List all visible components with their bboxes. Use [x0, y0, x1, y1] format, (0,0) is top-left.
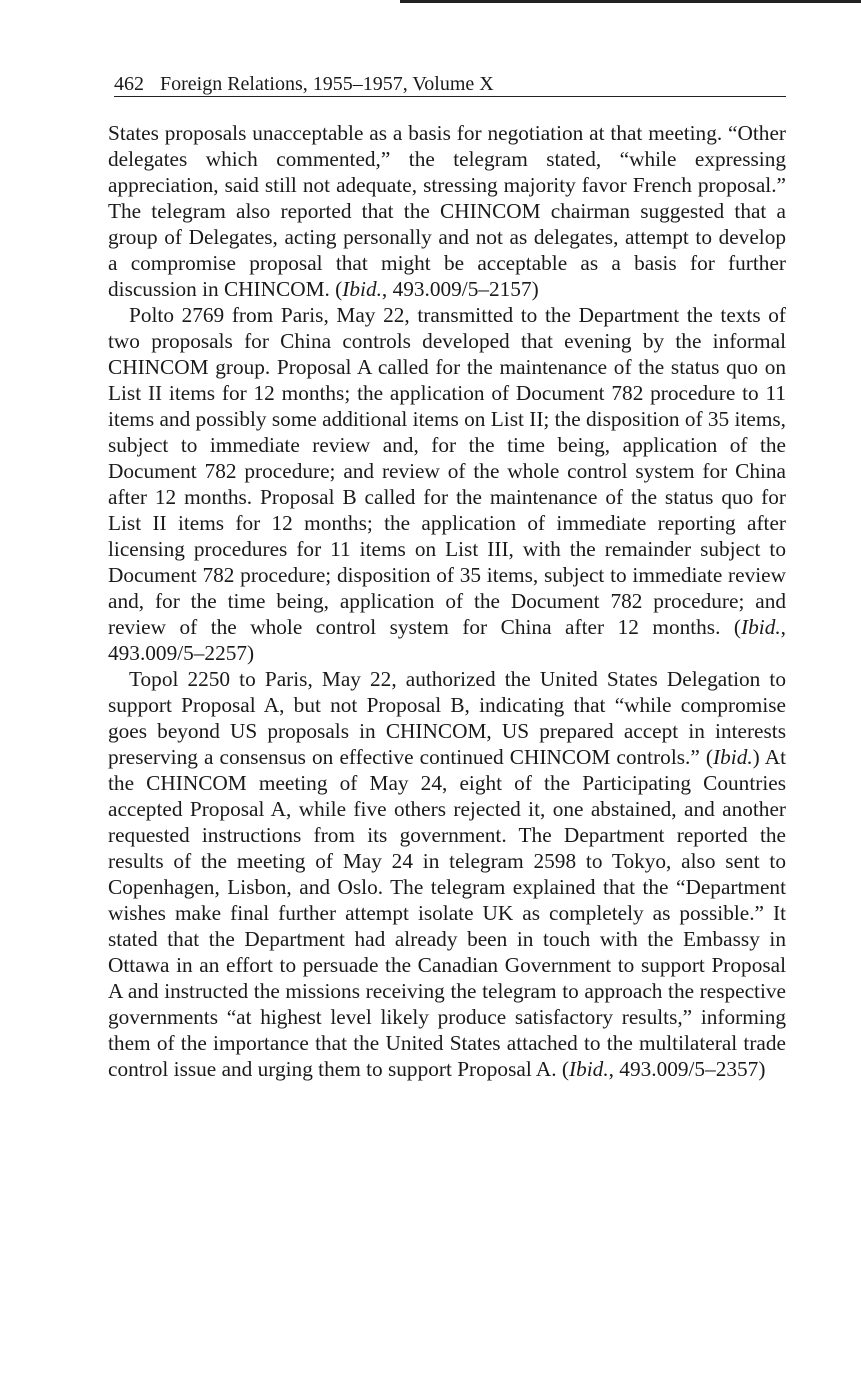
running-title: Foreign Relations, 1955–1957, Volume X: [160, 73, 494, 95]
page-number: 462: [114, 73, 144, 95]
paragraph-2: [108, 302, 786, 666]
body-text: [108, 120, 786, 1082]
ibid-citation: Ibid.: [741, 615, 781, 639]
ibid-citation: Ibid.: [342, 277, 382, 301]
paragraph-3-text: Topol 2250 to Paris, May 22, authorized the United States Delegation to support Proposal A, but not Proposal B, indicating that “while compromise goes beyond US proposals in CHINCOM, US prepared accept in interests preserving a consensus on effective continued CHINCOM controls.” (: [108, 667, 786, 769]
ibid-citation: Ibid.: [713, 745, 753, 769]
citation-number: , 493.009/5–2157): [381, 277, 539, 301]
paragraph-1: [108, 120, 786, 302]
paragraph-3: [108, 666, 786, 1082]
paragraph-3-text-cont: ) At the CHINCOM meeting of May 24, eight of the Participating Countries accepted Proposal A, while five others rejected it, one abstained, and another requested instructions from its government. The Department reported the results of the meeting of May 24 in telegram 2598 to Tokyo, also sent to Copenhagen, Lisbon, and Oslo. The telegram explained that the “Department wishes make final further attempt isolate UK as completely as possible.” It stated that the Department had already been in touch with the Embassy in Ottawa in an effort to persuade the Canadian Government to support Proposal A and instructed the missions receiving the telegram to approach the respective governments “at highest level likely produce satisfactory results,” informing them of the importance that the United States attached to the multilateral trade control issue and urging them to support Proposal A. (: [108, 745, 786, 1081]
citation-number: , 493.009/5–2357): [608, 1057, 766, 1081]
ibid-citation: Ibid.: [569, 1057, 609, 1081]
citation-number: , 493.009/5–2257): [108, 615, 786, 665]
running-header: [114, 72, 786, 97]
top-edge-rule: [400, 0, 861, 3]
paragraph-2-text: Polto 2769 from Paris, May 22, transmitted to the Department the texts of two proposals for China controls developed that evening by the informal CHINCOM group. Proposal A called for the maintenance of the status quo on List II items for 12 months; the application of Document 782 procedure to 11 items and possibly some additional items on List II; the disposition of 35 items, subject to immediate review and, for the time being, application of the Document 782 procedure; and review of the whole control system for China after 12 months. Proposal B called for the maintenance of the status quo for List II items for 12 months; the application of immediate reporting after licensing procedures for 11 items on List III, with the remainder subject to Document 782 procedure; disposition of 35 items, subject to immediate review and, for the time being, application of the Document 782 procedure; and review of the whole control system for China after 12 months. (: [108, 303, 786, 639]
paragraph-1-text: States proposals unacceptable as a basis for negotiation at that meeting. “Other delegates which commented,” the telegram stated, “while expressing appreciation, said still not adequate, stressing majority favor French proposal.” The telegram also reported that the CHINCOM chairman suggested that a group of Delegates, acting personally and not as delegates, attempt to develop a compromise proposal that might be acceptable as a basis for further discussion in CHINCOM. (: [108, 121, 786, 301]
